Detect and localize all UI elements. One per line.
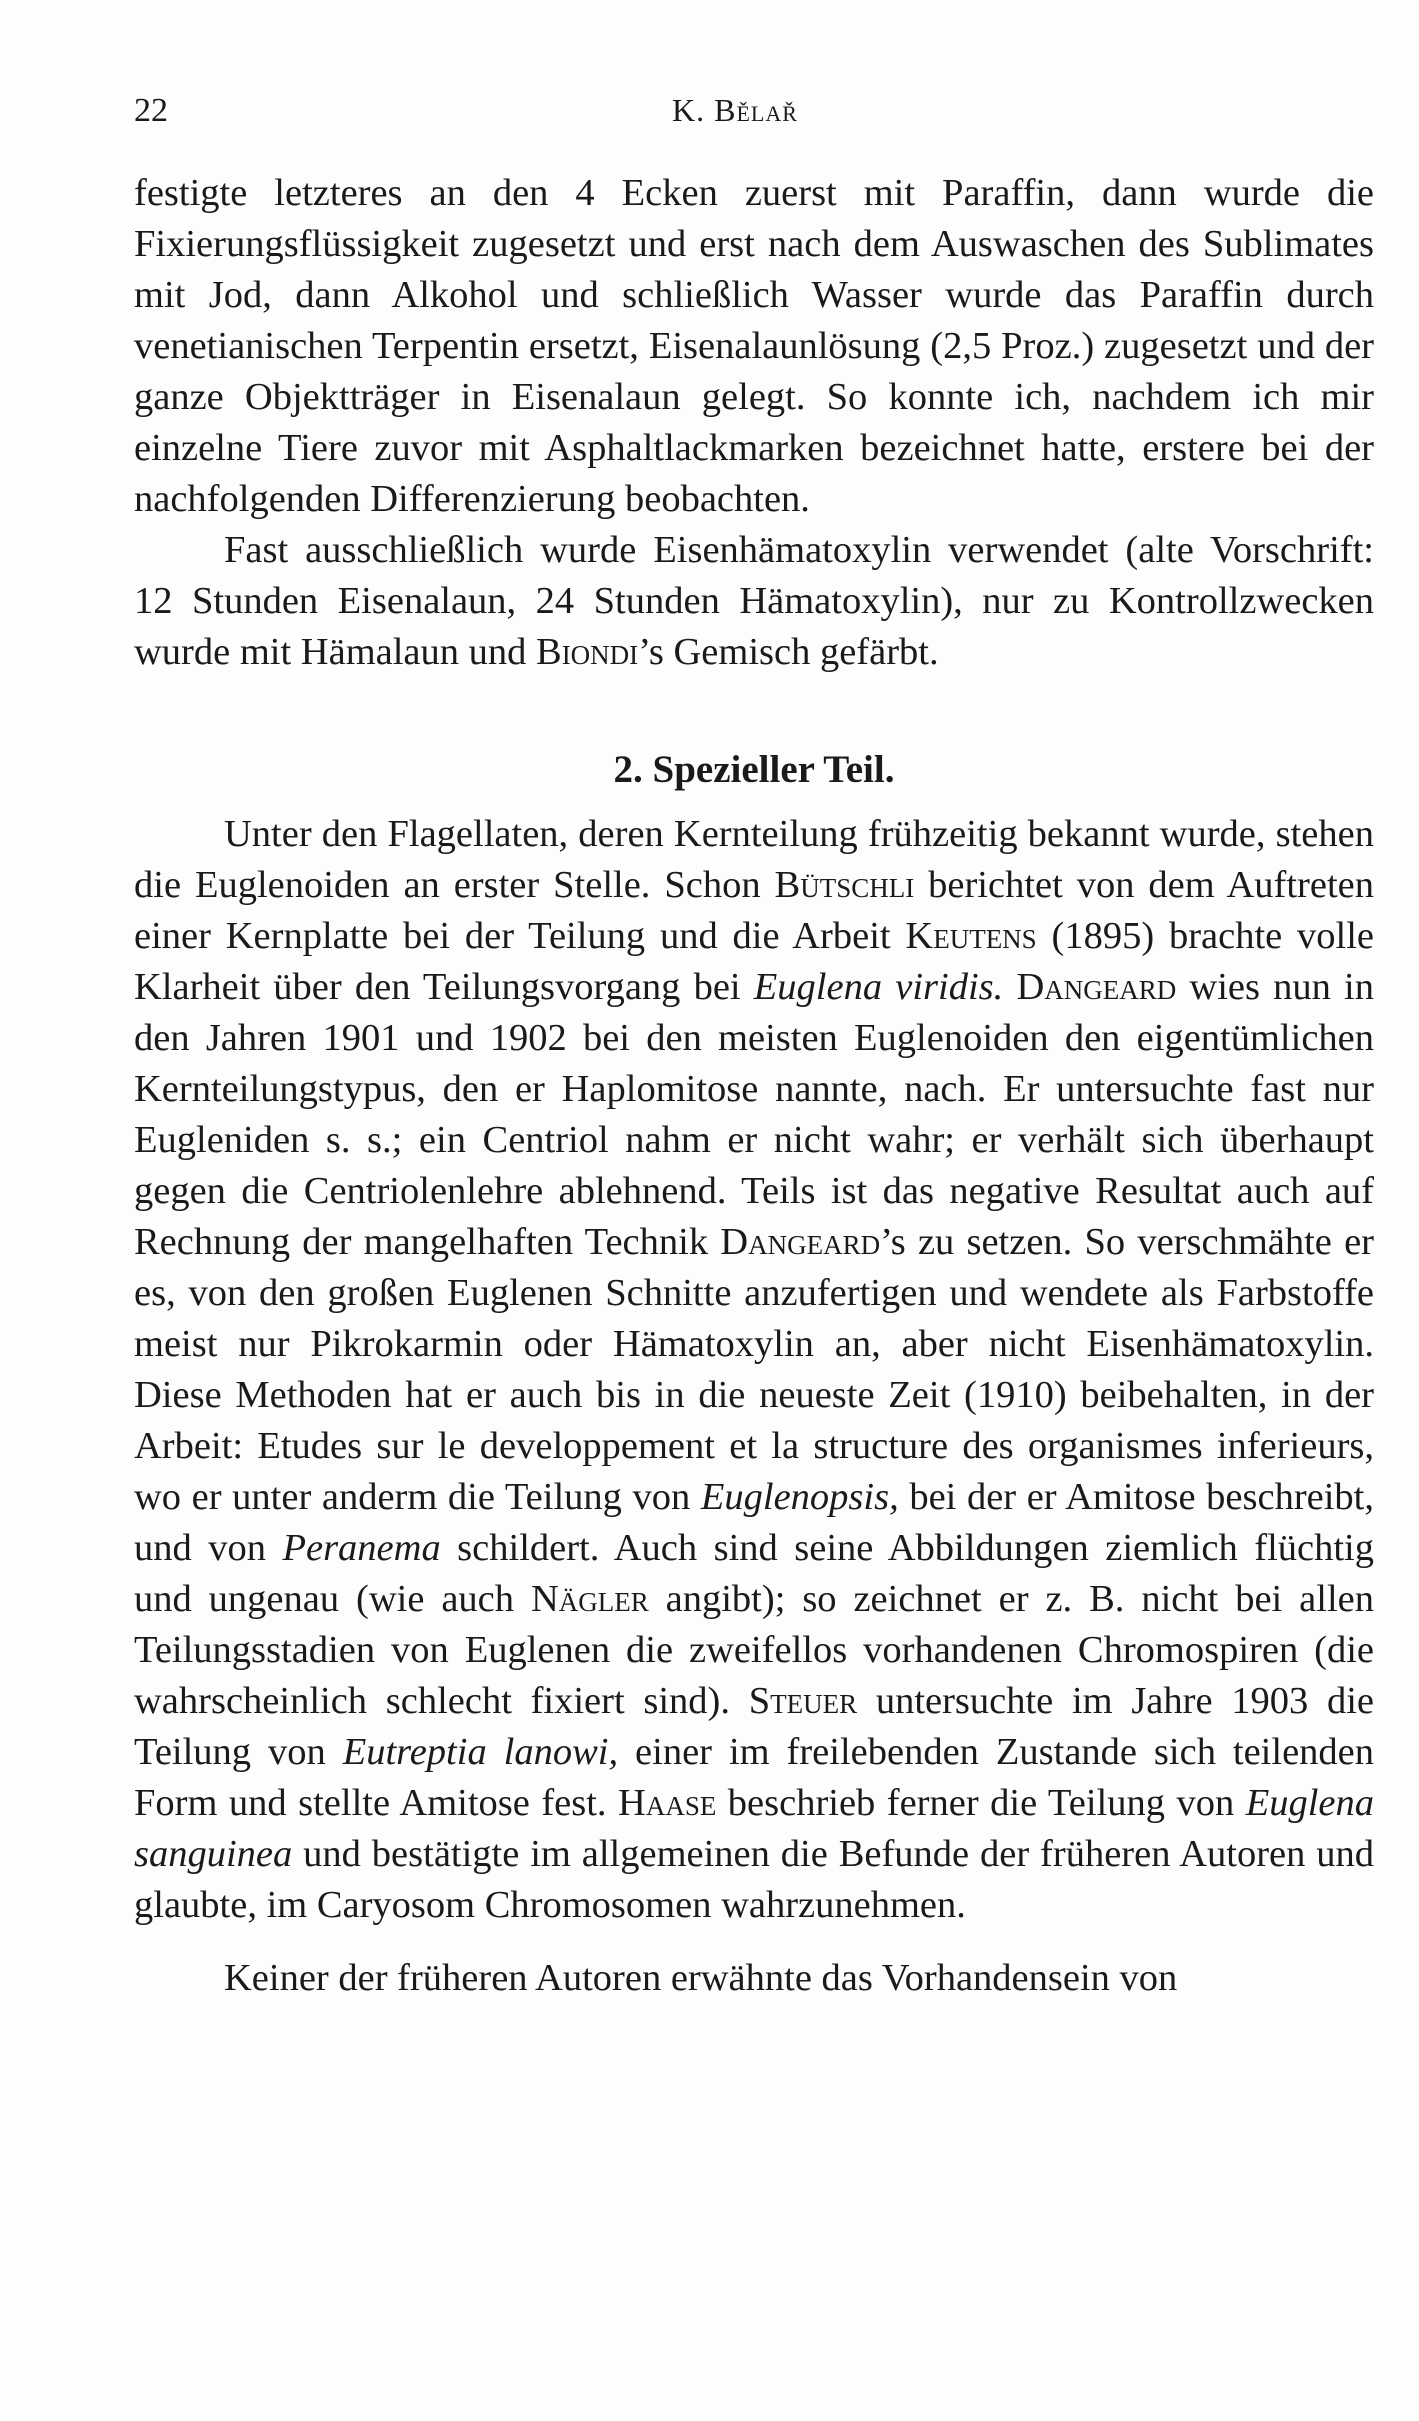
genus-peranema: Peranema bbox=[282, 1527, 441, 1569]
text-run: einer im freilebenden Zustande sich teilenden Form und stellte Amitose fest. bbox=[134, 1731, 1375, 1824]
author-name-naegler: Nägler bbox=[530, 1578, 649, 1620]
paragraph-literature-review bbox=[134, 809, 1374, 1931]
text-run: (1895) brachte volle Klarheit über den Teilungsvorgang bei bbox=[134, 915, 1375, 1008]
text-run: Unter den Flagellaten, deren Kernteilung frühzeitig bekannt wurde, stehen die Euglenoiden an erster Stelle. Schon bbox=[134, 813, 1374, 906]
author-name-steuer: Steuer bbox=[748, 1680, 858, 1722]
text-run: beschrieb ferner die Teilung von bbox=[716, 1782, 1246, 1824]
author-name-haase: Haase bbox=[618, 1782, 717, 1824]
paragraph-fixation-method: festigte letzteres an den 4 Ecken zuerst mit Paraffin, dann wurde die Fixierungsflüssigkeit zugesetzt und erst nach dem Auswaschen des Sublimates mit Jod, dann Alkohol und schließlich Wasser wurde das Paraffin durch venetianischen Terpentin ersetzt, Eisenalaunlösung (2,5 Proz.) zugesetzt und der ganze Objektträger in Eisenalaun gelegt. So konnte ich, nachdem ich mir einzelne Tiere zuvor mit Asphaltlackmarken bezeichnet hatte, erstere bei der nachfolgenden Differenzierung beobachten. bbox=[134, 172, 1374, 520]
text-run: berichtet von dem Auftreten einer Kernplatte bei der Teilung und die Arbeit bbox=[134, 864, 1374, 957]
author-name-dangeard: Dangeard bbox=[720, 1221, 881, 1263]
paragraph-gap bbox=[134, 1931, 1374, 1953]
text-run: bei der er Amitose beschreibt, und von bbox=[134, 1476, 1374, 1569]
genus-euglenopsis: Euglenopsis, bbox=[700, 1476, 899, 1518]
author-name-dangeard: Dangeard bbox=[1016, 966, 1177, 1008]
text-run bbox=[1003, 966, 1016, 1008]
staining-text-c: ’s Gemisch gefärbt. bbox=[638, 631, 939, 673]
species-euglena-sanguinea: Euglena sanguinea bbox=[134, 1782, 1374, 1875]
section-heading: 2. Spezieller Teil. bbox=[613, 748, 895, 791]
author-name-biondi: Biondi bbox=[536, 631, 639, 673]
text-run: schildert. Auch sind seine Abbildungen ziemlich flüchtig und ungenau (wie auch bbox=[134, 1527, 1375, 1620]
paragraph-continuation: Keiner der früheren Autoren erwähnte das Vorhandensein von bbox=[224, 1957, 1178, 1999]
text-run: ’s zu setzen. So verschmähte er es, von den großen Euglenen Schnitte anzufertigen und wendete als Farbstoffe meist nur Pikrokarmin oder Hämatoxylin an, aber nicht Eisenhämatoxylin. Diese Methoden hat er auch bis in die neueste Zeit (1910) beibehalten, in der Arbeit: Etudes sur le developpement et la structure des organismes inferieurs, wo er unter anderm die Teilung von bbox=[134, 1221, 1374, 1518]
running-head-author: K. Bělař bbox=[672, 92, 798, 128]
author-name-keutens: Keutens bbox=[905, 915, 1037, 957]
text-run: untersuchte im Jahre 1903 die Teilung von bbox=[134, 1680, 1374, 1773]
species-euglena-viridis: Euglena viridis. bbox=[753, 966, 1004, 1008]
page-header bbox=[134, 92, 1374, 132]
staining-text-a: Fast ausschließlich wurde Eisenhämatoxylin verwendet (alte Vorschrift: 12 Stunden Eisenalaun, 24 Stunden Hämatoxylin), nur zu Kontrollzwecken wurde mit Hämalaun und bbox=[134, 529, 1374, 673]
species-eutreptia-lanowi: Eutreptia lanowi, bbox=[342, 1731, 619, 1773]
paragraph-staining bbox=[134, 525, 1374, 678]
text-run: angibt); so zeichnet er z. B. nicht bei allen Teilungsstadien von Euglenen die zweifellos vorhandenen Chromospiren (die wahrscheinlich schlecht fixiert sind). bbox=[134, 1578, 1374, 1722]
page-body bbox=[134, 168, 1374, 2004]
text-run: und bestätigte im allgemeinen die Befunde der früheren Autoren und glaubte, im Caryosom Chromosomen wahrzunehmen. bbox=[134, 1833, 1374, 1926]
text-run: wies nun in den Jahren 1901 und 1902 bei den meisten Euglenoiden den eigentümlichen Kernteilungstypus, den er Haplomitose nannte, nach. Er untersuchte fast nur Eugleniden s. s.; ein Centriol nahm er nicht wahr; er verhält sich überhaupt gegen die Centriolenlehre ablehnend. Teils ist das negative Resultat auch auf Rechnung der mangelhaften Technik bbox=[134, 966, 1374, 1263]
author-name-buetschli: Bütschli bbox=[774, 864, 915, 906]
page-number: 22 bbox=[134, 92, 168, 129]
